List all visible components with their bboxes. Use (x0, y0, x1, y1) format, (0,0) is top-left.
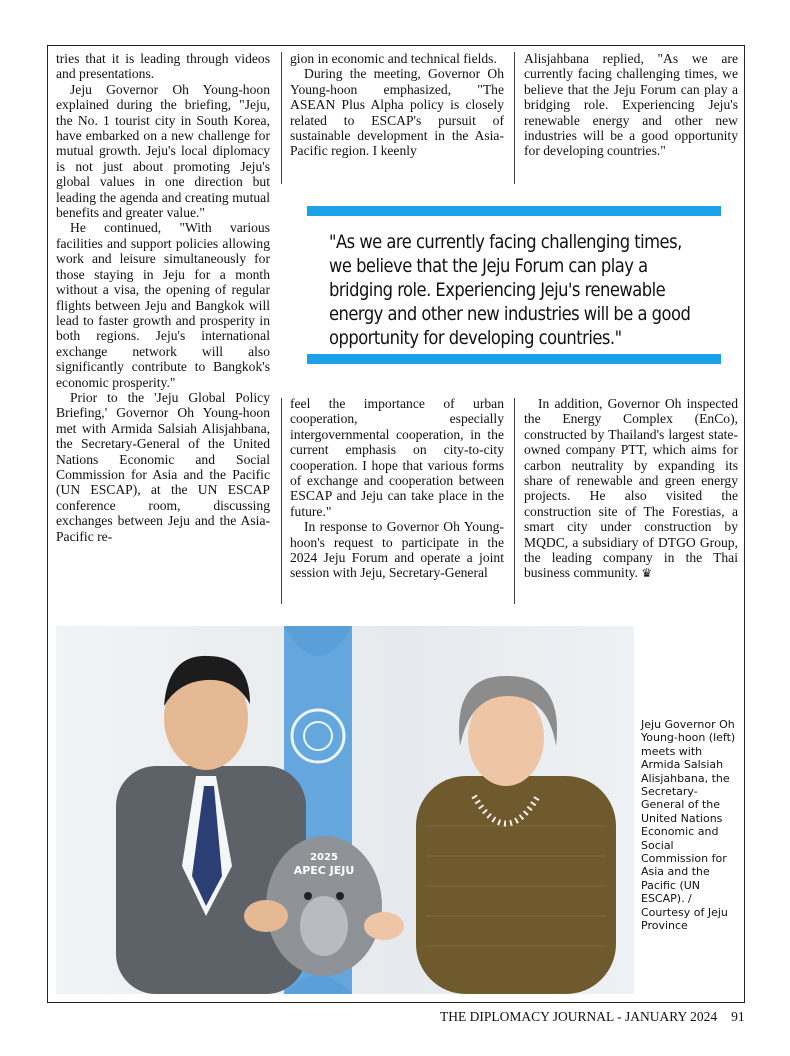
woman-dress (416, 776, 616, 994)
page-number: 91 (731, 1009, 745, 1024)
paragraph: Prior to the 'Jeju Global Policy Briefing,' Governor Oh Young-hoon met with Armida Salsiah Alisjahbana, the Secretary-General of the United Nations Economic and Social Commission for Asia and the Pacific (UN ESCAP), at the UN ESCAP conference room, discussing exchanges between Jeju and the Asia-Pacific re- (56, 389, 270, 544)
pull-quote (307, 206, 721, 364)
paragraph: tries that it is leading through videos and presentations. (56, 51, 270, 82)
pull-quote-text: "As we are currently facing challenging times, we believe that the Jeju Forum can play a bridging role. Experiencing Jeju's renewable energy and other new industries will be a good opportunity for developing countries." (329, 231, 691, 349)
pull-quote-bottom-bar (307, 354, 721, 364)
article-column-3-bottom (524, 396, 738, 582)
paragraph: He continued, "With various facilities and support policies allowing work and leisure simultaneously for those staying in Jeju for a month without a visa, the opening of regular flights between Jeju and Bangkok will lead to faster growth and prosperity in both regions. Jeju's international exchange network will also significantly contribute to Bangkok's economic prosperity." (56, 220, 270, 390)
plush-text-main: APEC JEJU (293, 864, 355, 877)
column-divider (514, 52, 515, 184)
column-divider (281, 52, 282, 184)
article-column-1 (56, 51, 270, 544)
photo-illustration (56, 626, 634, 994)
paragraph: gion in economic and technical fields. (290, 51, 497, 66)
end-mark-icon: ♛ (641, 566, 653, 581)
paragraph: In response to Governor Oh Young-hoon's request to participate in the 2024 Jeju Forum and operate a joint session with Jeju, Secretary-General (290, 519, 504, 581)
pull-quote-top-bar (307, 206, 721, 216)
column-divider (281, 398, 282, 604)
publication-name: THE DIPLOMACY JOURNAL - JANUARY 2024 (440, 1009, 718, 1024)
plush-text-year: 2025 (310, 852, 338, 863)
page-footer (440, 1009, 745, 1025)
paragraph: During the meeting, Governor Oh Young-hoon emphasized, "The ASEAN Plus Alpha policy is closely related to ESCAP's pursuit of sustainable development in the Asia-Pacific region. I keenly (290, 66, 504, 159)
paragraph (524, 396, 738, 582)
paragraph: Alisjahbana replied, "As we are currently facing challenging times, we believe that the Jeju Forum can play a bridging role. Experiencing Jeju's renewable energy and other new industries will be a good opportunity for developing countries." (524, 51, 738, 159)
article-column-3-top (524, 51, 738, 159)
article-column-2-bottom (290, 396, 504, 581)
paragraph: Jeju Governor Oh Young-hoon explained during the briefing, "Jeju, the No. 1 tourist city in South Korea, have embarked on a new challenge for mutual growth. Jeju's local diplomacy is not just about promoting Jeju's global values in one direction but leading the agenda and creating mutual benefits and greater value." (56, 81, 270, 221)
paragraph-text: In addition, Governor Oh inspected the Energy Complex (EnCo), constructed by Thailand's largest state-owned company PTT, which aims for carbon neutrality by expanding its share of renewable and green energy projects. He also visited the construction site of The Forestias, a smart city under construction by MQDC, a subsidiary of DTGO Group, the leading company in the Thai business community. (524, 396, 738, 581)
article-photo (56, 626, 634, 994)
column-divider (514, 398, 515, 604)
paragraph: feel the importance of urban cooperation, especially intergovernmental cooperation, in the current emphasis on city-to-city cooperation. I hope that various forms of exchange and cooperation between ESCAP and Jeju can take place in the future." (290, 396, 504, 519)
article-column-2-top (290, 51, 504, 159)
photo-caption: Jeju Governor Oh Young-hoon (left) meets with Armida Salsiah Alisjahbana, the Secretary-General of the United Nations Economic and Social Commission for Asia and the Pacific (UN ESCAP). / Courtesy of Jeju Province (641, 718, 736, 933)
